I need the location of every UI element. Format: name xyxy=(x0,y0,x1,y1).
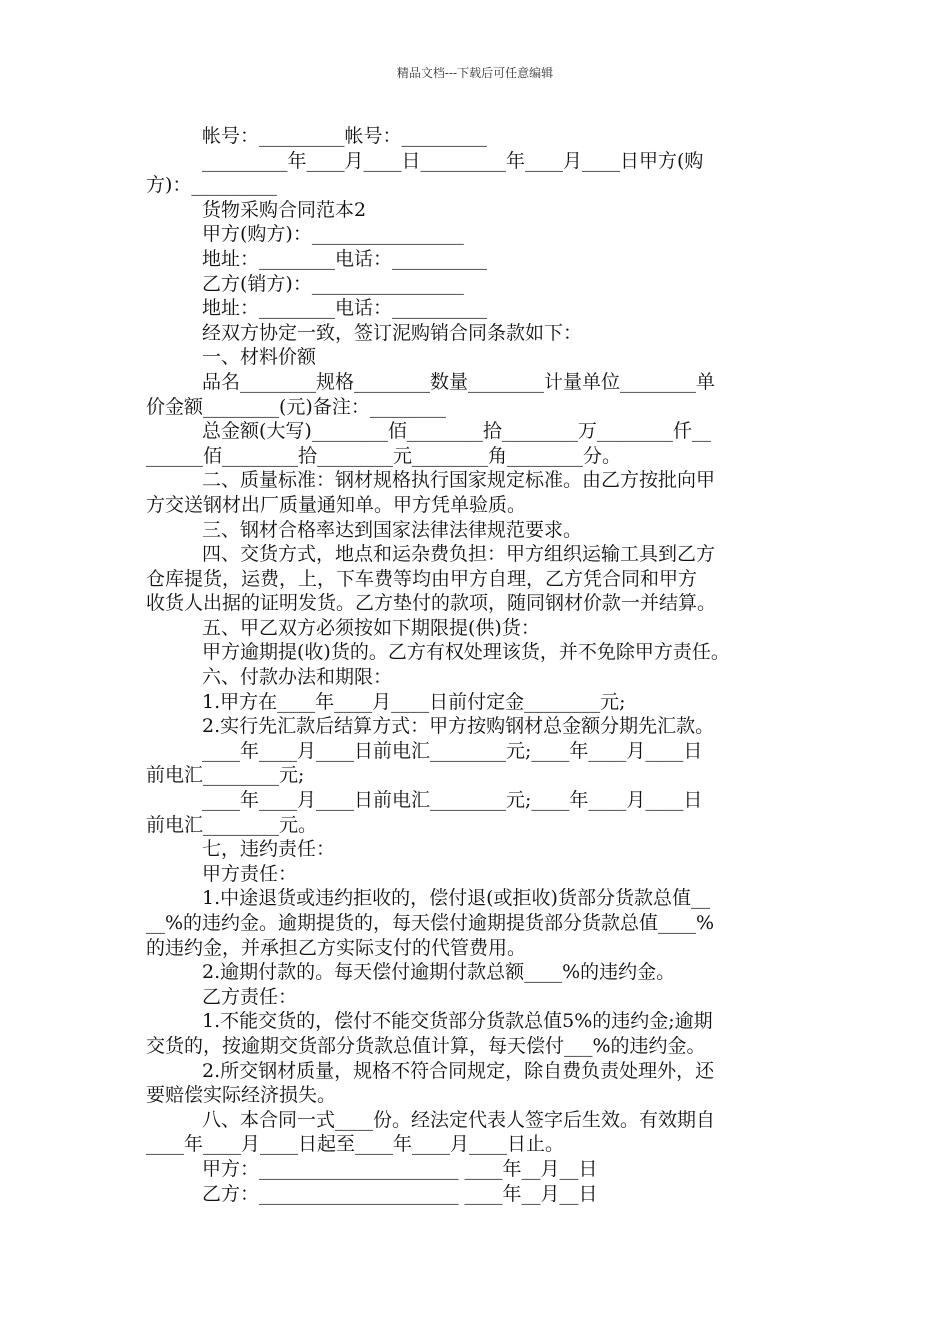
document-line: 前电汇________元。 xyxy=(146,813,318,836)
document-line: 方交送钢材出厂质量通知单。甲方凭单验质。 xyxy=(146,493,527,516)
document-line: 仓库提货，运费，上，下车费等均由甲方自理，乙方凭合同和甲方 xyxy=(146,567,698,590)
document-line: __%的违约金。逾期提货的，每天偿付逾期提货部分货款总值____% xyxy=(146,912,715,934)
document-line: ____年____月____日起至____年____月____日止。 xyxy=(146,1133,565,1156)
document-line: 五、甲乙双方必须按如下期限提(供)货： xyxy=(202,616,540,639)
document-line: 地址：________电话：__________ xyxy=(202,247,488,270)
document-line: 2.实行先汇款后结算方式：甲方按购钢材总金额分期先汇款。 xyxy=(202,715,715,738)
document-line: 经双方协定一致，签订泥购销合同条款如下： xyxy=(202,321,583,344)
document-line: 货物采购合同范本2 xyxy=(202,198,367,221)
document-line: 价金额________(元)备注：________ xyxy=(146,395,446,418)
document-line: 收货人出据的证明发货。乙方垫付的款项，随同钢材价款一并结算。 xyxy=(146,592,717,615)
page-header: 精品文档---下载后可任意编辑 xyxy=(396,66,554,80)
document-line: ____年____月____日前电汇________元;____年____月____日 xyxy=(202,739,703,762)
document-line: 七，违约责任： xyxy=(202,838,336,861)
document-line: 的违约金，并承担乙方实际支付的代管费用。 xyxy=(146,936,527,959)
document-line: 甲方：_____________________ ____年__月__日 xyxy=(202,1157,598,1180)
document-line: 八、本合同一式____份。经法定代表人签字后生效。有效期自 xyxy=(202,1108,716,1131)
document-line: 1.不能交货的，偿付不能交货部分货款总值5%的违约金;逾期 xyxy=(202,1010,713,1033)
document-body xyxy=(146,124,812,1206)
document-line: 帐号：_________帐号：_________ xyxy=(202,125,488,147)
document-line: 2.逾期付款的。每天偿付逾期付款总额____%的违约金。 xyxy=(202,961,676,984)
document-line: 品名________规格________数量________计量单位________单 xyxy=(202,370,716,393)
document-line: 乙方：_____________________ ____年__月__日 xyxy=(202,1182,598,1205)
document-line: 甲方责任： xyxy=(202,862,298,885)
document-line: 总金额(大写)________佰________拾________万________仟__ xyxy=(202,420,711,443)
document-line: 乙方(销方)：________________ xyxy=(202,272,464,295)
document-line: 1.甲方在____年____月____日前付定金________元; xyxy=(202,690,626,713)
document-line: ____年____月____日前电汇________元;____年____月____日 xyxy=(202,789,703,812)
document-line: 甲方逾期提(收)货的。乙方有权处理该货，并不免除甲方责任。 xyxy=(202,641,730,664)
document-line: 地址：________电话：__________ xyxy=(202,297,488,320)
document-line: 乙方责任： xyxy=(202,985,298,1008)
document-line: 四、交货方式，地点和运杂费负担：甲方组织运输工具到乙方 xyxy=(202,543,716,566)
document-line: 二、质量标准：钢材规格执行国家规定标准。由乙方按批向甲 xyxy=(202,469,716,492)
document-line: 2.所交钢材质量，规格不符合同规定，除自费负责处理外，还 xyxy=(202,1059,715,1082)
document-line: 1.中途退货或违约拒收的，偿付退(或拒收)货部分货款总值__ xyxy=(202,887,710,910)
document-line: ______佰________拾________元________角________分。 xyxy=(146,444,622,467)
document-line: 一、材料价额 xyxy=(202,346,317,369)
document-line: 前电汇________元; xyxy=(146,764,305,787)
document-line: 要赔偿实际经济损失。 xyxy=(146,1084,337,1107)
document-line: _________年____月____日_________年____月____日甲方(购 xyxy=(202,149,704,172)
document-line: 甲方(购方)：________________ xyxy=(202,223,464,246)
document-line: 交货的，按逾期交货部分货款总值计算，每天偿付___%的违约金。 xyxy=(146,1034,706,1057)
document-line: 方)：_________ xyxy=(146,174,277,197)
document-line: 三、钢材合格率达到国家法律法律规范要求。 xyxy=(202,518,583,541)
document-line: 六、付款办法和期限： xyxy=(202,666,393,689)
